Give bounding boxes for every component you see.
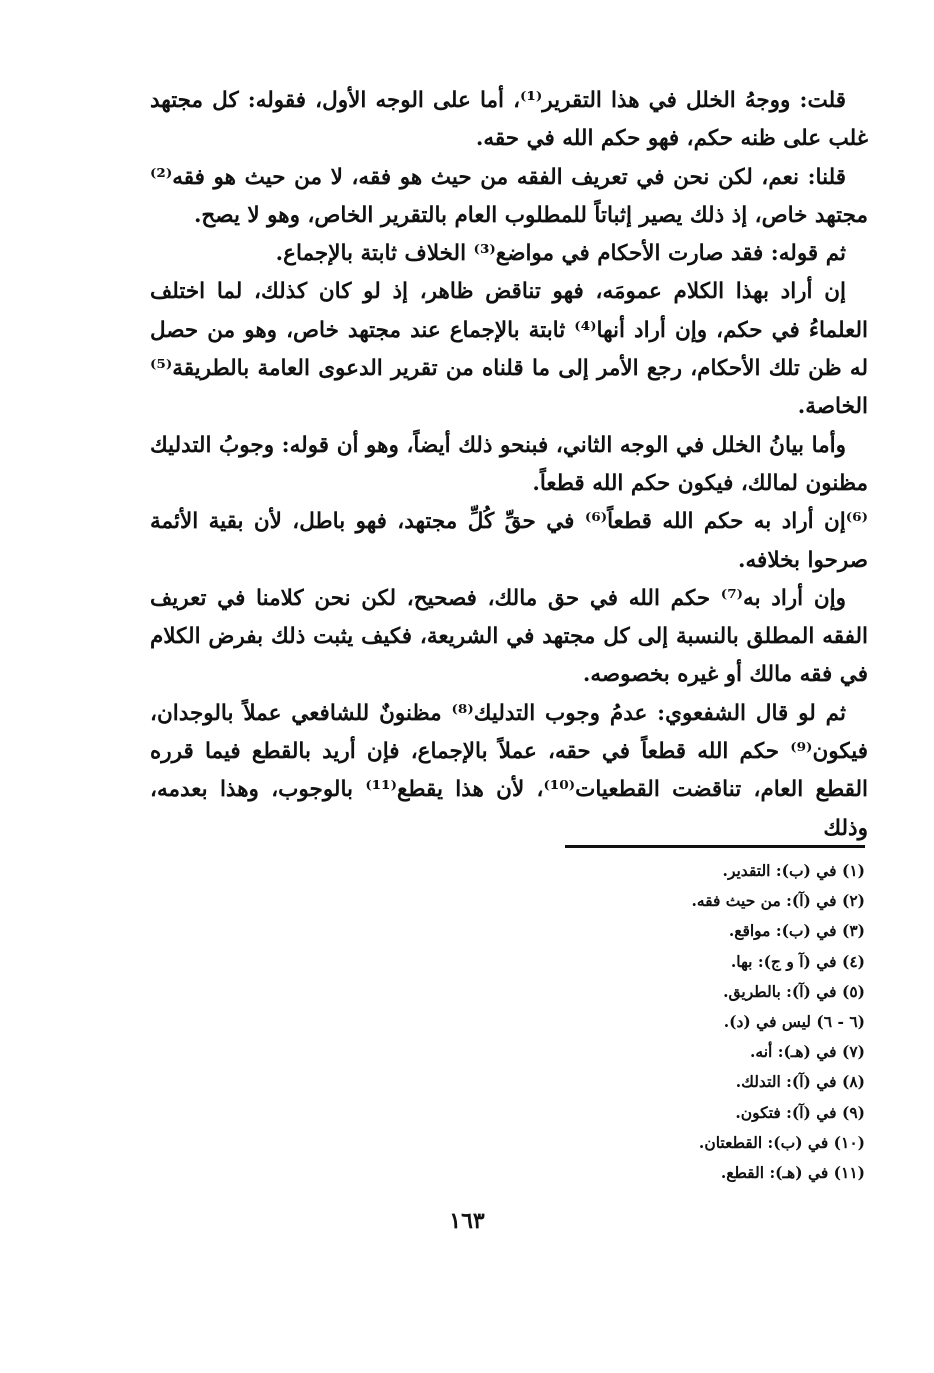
main-text <box>150 82 868 848</box>
paragraph-7: وإن أراد به⁽⁷⁾ حكم الله في حق مالك، فصحيح، لكن نحن كلامنا في تعريف الفقه المطلق بالنسبة إلى كل مجتهد في الشريعة، فكيف يثبت ذلك بفرض الكلام في فقه مالك أو غيره بخصوصه. <box>150 585 868 688</box>
paragraph-6: ⁽⁶⁾إن أراد به حكم الله قطعاً⁽⁶⁾ في حقِّ كُلِّ مجتهد، فهو باطل، لأن بقية الأئمة صرحوا بخلافه. <box>150 509 868 573</box>
paragraph-8: ثم لو قال الشفعوي: عدمُ وجوب التدليك⁽⁸⁾ مظنونٌ للشافعي عملاً بالوجدان، فيكون⁽⁹⁾ حكم الله قطعاً في حقه، عملاً بالإجماع، فإن أريد بالقطع فيما قرره القطع العام، تناقضت القطعيات⁽¹⁰⁾، لأن هذا يقطع⁽¹¹⁾ بالوجوب، وهذا بعدمه، وذلك <box>150 700 868 841</box>
footnote-11: (١١) في (هـ): القطع. <box>720 1163 865 1183</box>
paragraph-5: وأما بيانُ الخلل في الوجه الثاني، فبنحو ذلك أيضاً، وهو أن قوله: وجوبُ التدليك مظنون لمالك، فيكون حكم الله قطعاً. <box>150 432 868 496</box>
paragraph-1: قلت: ووجهُ الخلل في هذا التقرير⁽¹⁾، أما على الوجه الأول، فقوله: كل مجتهد غلب على ظنه حكم، فهو حكم الله في حقه. <box>150 88 868 152</box>
footnote-4: (٤) في (آ و ج): بها. <box>730 951 865 971</box>
footnote-2: (٢) في (آ): من حيث فقه. <box>691 891 865 911</box>
footnote-8: (٨) في (آ): التدلك. <box>735 1072 865 1092</box>
footnote-9: (٩) في (آ): فتكون. <box>735 1102 865 1122</box>
footnote-3: (٣) في (ب): مواقع. <box>728 921 865 941</box>
footnote-5: (٥) في (آ): بالطريق. <box>723 981 865 1001</box>
footnote-10: (١٠) في (ب): القطعتان. <box>698 1132 865 1152</box>
footnote-7: (٧) في (هـ): أنه. <box>750 1042 865 1062</box>
footnotes <box>560 856 865 1188</box>
paragraph-3: ثم قوله: فقد صارت الأحكام في مواضع⁽³⁾ الخلاف ثابتة بالإجماع. <box>275 241 846 267</box>
page-number: ١٦٣ <box>449 1208 485 1234</box>
footnote-1: (١) في (ب): التقدير. <box>722 861 865 880</box>
paragraph-2: قلنا: نعم، لكن نحن في تعريف الفقه من حيث هو فقه، لا من حيث هو فقه⁽²⁾ مجتهد خاص، إذ ذلك يصير إثباتاً للمطلوب العام بالتقرير الخاص، وهو لا يصح. <box>150 164 868 228</box>
footnote-6: (٦ - ٦) ليس في (د). <box>723 1012 865 1032</box>
footnote-divider <box>565 845 865 848</box>
paragraph-4: إن أراد بهذا الكلام عمومَه، فهو تناقض ظاهر، إذ لو كان كذلك، لما اختلف العلماءُ في حكم، وإن أراد أنها⁽⁴⁾ ثابتة بالإجماع عند مجتهد خاص، وهو من حصل له ظن تلك الأحكام، رجع الأمر إلى ما قلناه من تقرير الدعوى العامة بالطريقة⁽⁵⁾ الخاصة. <box>150 279 868 420</box>
